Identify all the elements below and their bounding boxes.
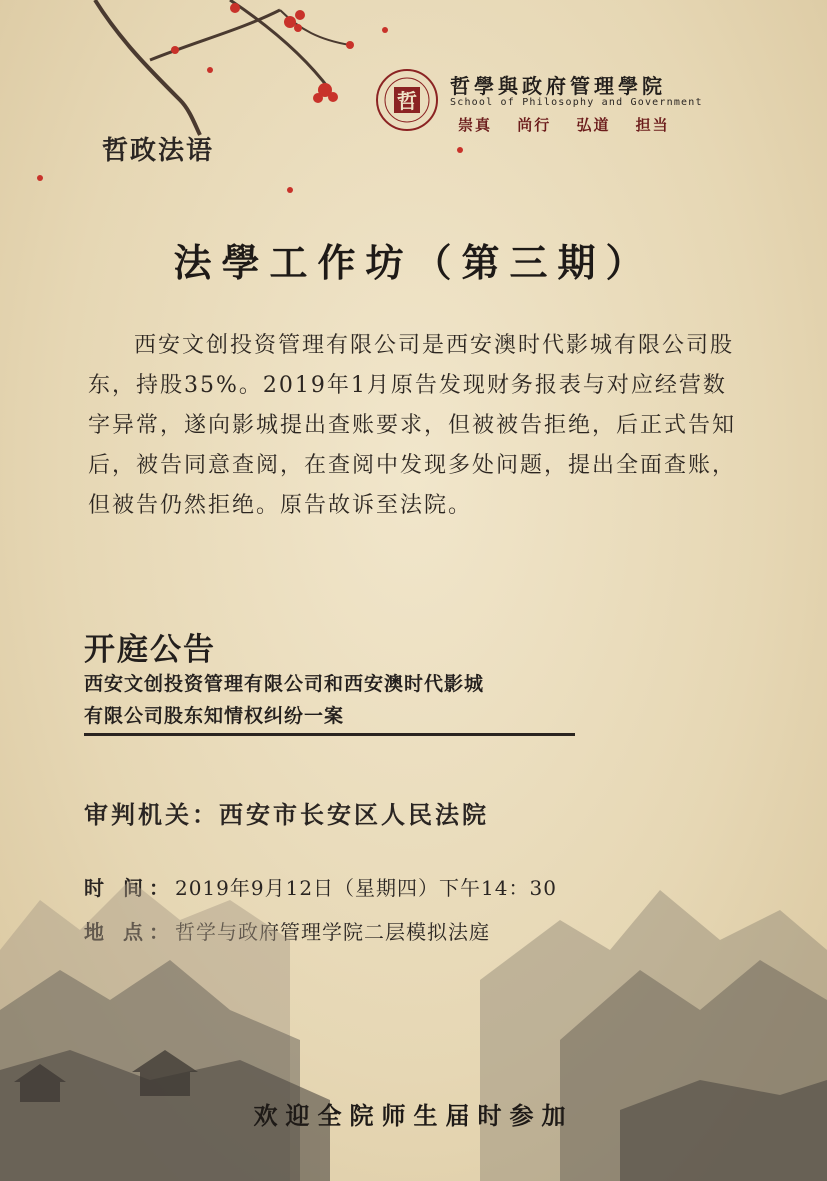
place-label: 地 点： (84, 920, 175, 944)
notice-case-line2: 有限公司股东知情权纠纷一案 (84, 705, 345, 727)
school-name: 哲學與政府管理學院 (450, 74, 666, 98)
seal-char: 哲 (397, 89, 417, 113)
notice-case (84, 668, 574, 732)
court-name: 审判机关：西安市长安区人民法院 (84, 800, 489, 829)
school-motto: 崇真 尚行 弘道 担当 (458, 116, 670, 134)
header-tag: 哲政法语 (102, 136, 215, 166)
notice-case-line1: 西安文创投资管理有限公司和西安澳时代影城 (84, 673, 485, 695)
welcome-text: 欢迎全院师生届时参加 (253, 1101, 574, 1130)
time-label: 时 间： (84, 876, 175, 900)
divider (84, 733, 575, 736)
school-name-en: School of Philosophy and Government (450, 97, 703, 108)
notice-heading: 开庭公告 (84, 632, 216, 668)
place-value: 哲学与政府管理学院二层模拟法庭 (174, 920, 490, 944)
school-seal-icon (375, 68, 439, 132)
page-title: 法學工作坊（第三期） (173, 240, 654, 285)
case-intro: 西安文创投资管理有限公司是西安澳时代影城有限公司股东，持股35%。2019年1月原告发现财务报表与对应经营数字异常，遂向影城提出查账要求，但被被告拒绝，后正式告知后，被告同意查阅，在查阅中发现多处问题，提出全面查账，但被告仍然拒绝。原告故诉至法院。 (88, 333, 737, 518)
time-value: 2019年9月12日（星期四）下午14：30 (174, 876, 557, 900)
